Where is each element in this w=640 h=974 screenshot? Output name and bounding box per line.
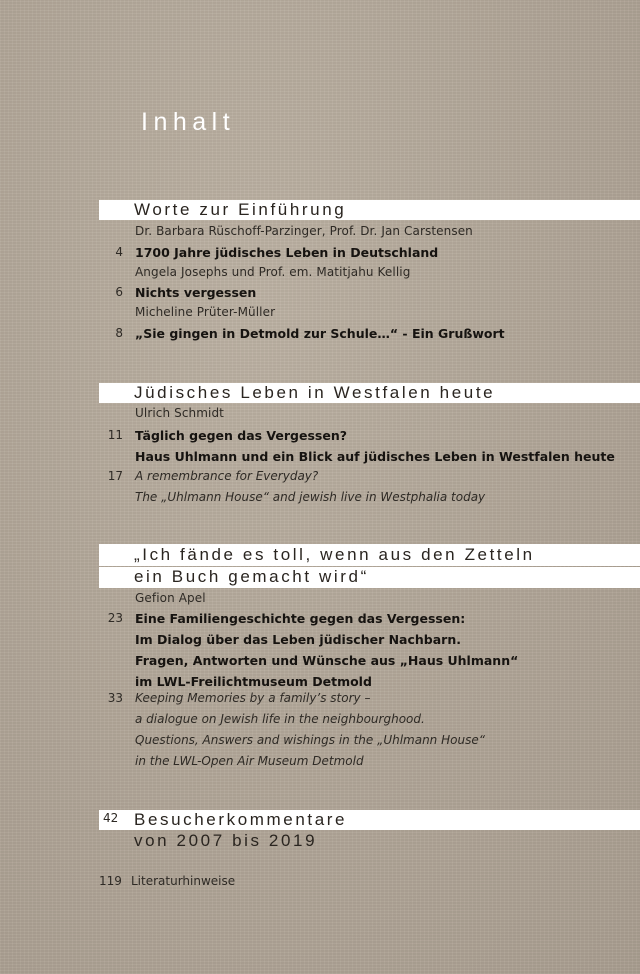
page-number: 8	[115, 326, 123, 340]
entry-title-line: Im Dialog über das Leben jüdischer Nachbarn.	[135, 632, 461, 647]
entry-title-line: A remembrance for Everyday?	[135, 469, 319, 483]
entry-title-line: in the LWL-Open Air Museum Detmold	[135, 754, 364, 768]
entry-title-line: Eine Familiengeschichte gegen das Vergessen:	[135, 611, 466, 626]
entry-title-line: Keeping Memories by a family’s story –	[135, 691, 371, 705]
entry-title-line: im LWL-Freilichtmuseum Detmold	[135, 674, 372, 689]
page-number: 17	[107, 469, 123, 483]
entry-title-line: Täglich gegen das Vergessen?	[135, 428, 347, 443]
section-heading-line: von 2007 bis 2019	[134, 831, 318, 850]
author-line: Gefion Apel	[135, 591, 206, 605]
entry-title-line: The „Uhlmann House“ and jewish live in Westphalia today	[135, 490, 486, 504]
author-line: Dr. Barbara Rüschoff-Parzinger, Prof. Dr. Jan Carstensen	[135, 224, 473, 238]
entry-title: Literaturhinweise	[131, 874, 236, 888]
section-heading-line: Besucherkommentare	[134, 810, 348, 829]
page-number: 119	[99, 874, 122, 888]
entry-title: „Sie gingen in Detmold zur Schule…“ - Ein Grußwort	[135, 326, 505, 341]
page-title: Inhalt	[141, 108, 236, 136]
page-number: 42	[103, 811, 119, 825]
section-heading-line: „Ich fände es toll, wenn aus den Zetteln	[134, 545, 535, 564]
entry-title-line: Fragen, Antworten und Wünsche aus „Haus Uhlmann“	[135, 653, 519, 668]
section-heading-line: ein Buch gemacht wird“	[134, 567, 369, 586]
entry-title: 1700 Jahre jüdisches Leben in Deutschland	[135, 245, 439, 260]
page-number: 4	[115, 245, 123, 259]
author-line: Ulrich Schmidt	[135, 406, 224, 420]
entry-title-line: a dialogue on Jewish life in the neighbourghood.	[135, 712, 425, 726]
page-number: 6	[115, 285, 123, 299]
page-number: 33	[107, 691, 123, 705]
section-heading: Worte zur Einführung	[134, 200, 347, 219]
entry-title-line: Haus Uhlmann und ein Blick auf jüdisches Leben in Westfalen heute	[135, 449, 615, 464]
author-line: Micheline Prüter-Müller	[135, 305, 276, 319]
page-number: 11	[107, 428, 123, 442]
page-number: 23	[107, 611, 123, 625]
entry-title-line: Questions, Answers and wishings in the „Uhlmann House“	[135, 733, 485, 747]
entry-title: Nichts vergessen	[135, 285, 257, 300]
section-heading: Jüdisches Leben in Westfalen heute	[134, 383, 496, 402]
author-line: Angela Josephs und Prof. em. Matitjahu Kellig	[135, 265, 411, 279]
